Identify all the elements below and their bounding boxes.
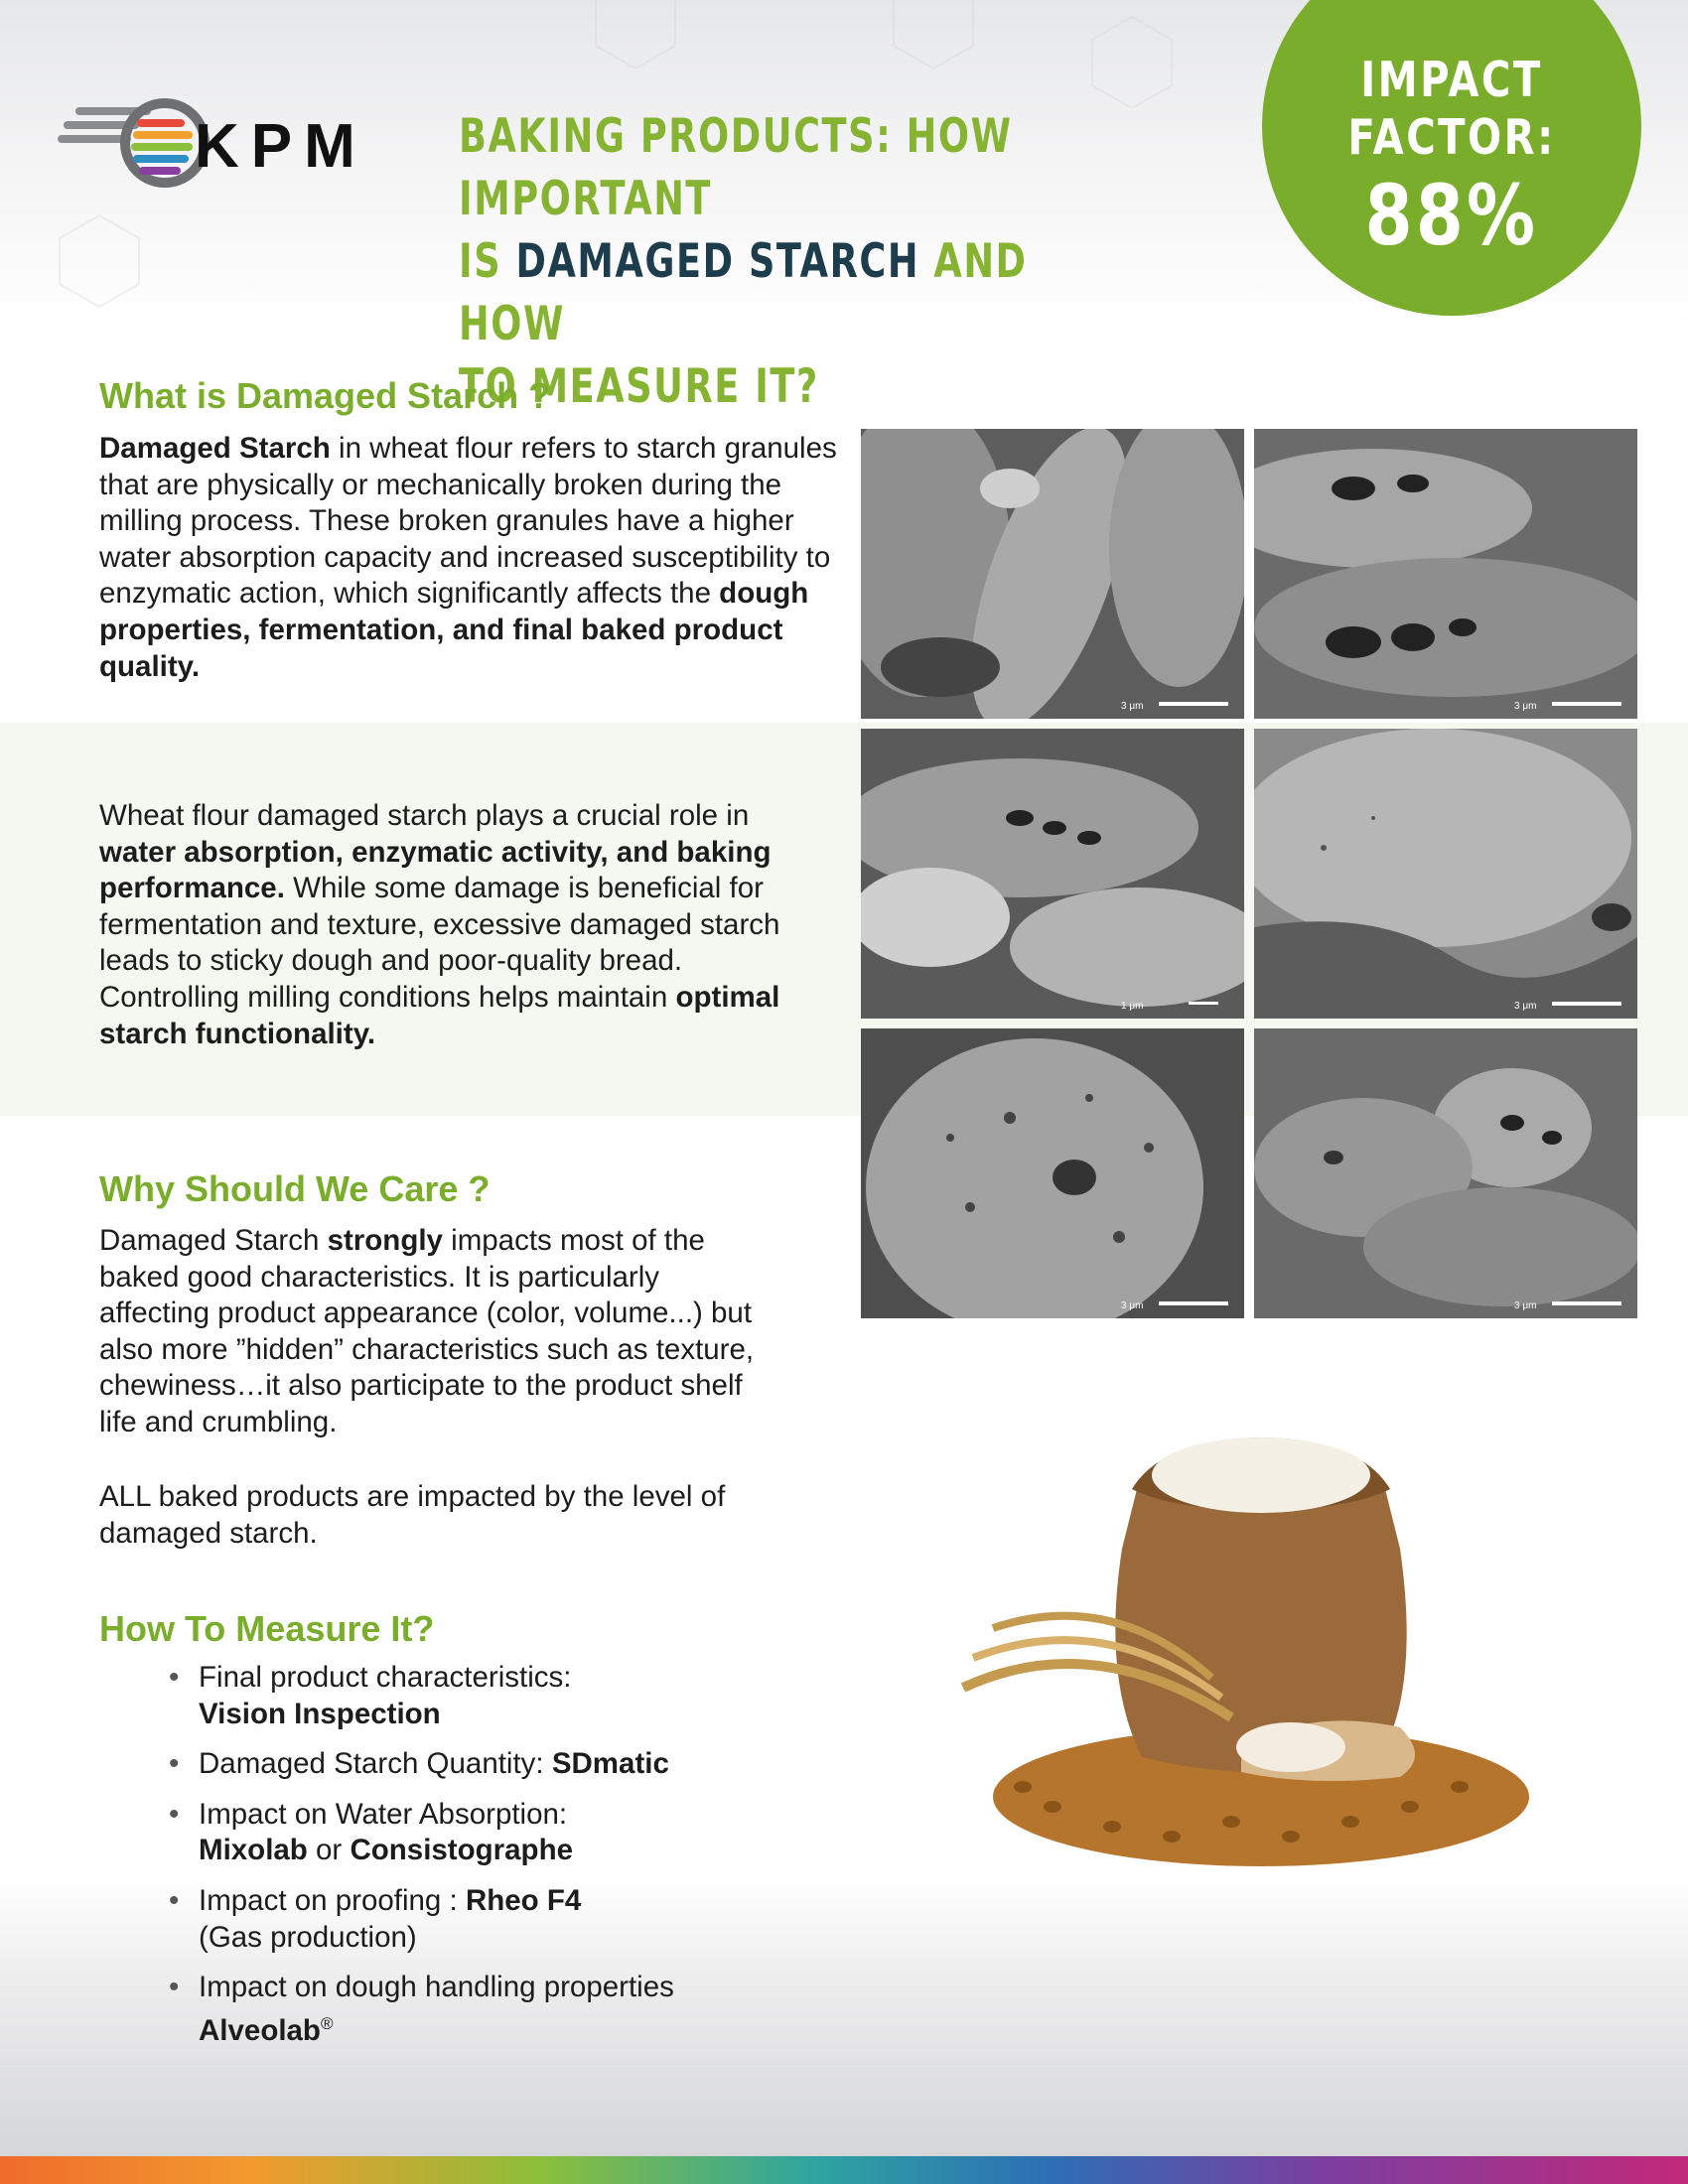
bold-text: optimal starch functionality. [99, 980, 780, 1050]
title-line-1: BAKING PRODUCTS: HOW IMPORTANT [459, 109, 1013, 226]
list-item [167, 1746, 802, 1783]
section-heading-what-is: What is Damaged Starch ? [99, 375, 551, 416]
measurement-list [167, 1660, 802, 2063]
list-item-text: Impact on dough handling properties [199, 1971, 674, 2004]
list-item-text: Impact on proofing : [199, 1883, 466, 1917]
bullet-icon: • [169, 1971, 180, 2004]
section-paragraph-impact [99, 1223, 755, 1441]
list-item [167, 1970, 802, 2049]
list-item-bold: Vision Inspection [199, 1697, 441, 1730]
list-item-text: Impact on Water Absorption: [199, 1797, 568, 1831]
bold-text: dough properties, fermentation, and final baked product quality. [99, 577, 809, 683]
bullet-icon: • [169, 1661, 180, 1694]
micrograph-image [1254, 429, 1637, 719]
list-item-bold: SDmatic [551, 1747, 669, 1781]
list-item-bold: Consistographe [350, 1834, 574, 1867]
flour-sack-image [933, 1430, 1529, 1896]
body-text: While some damage is beneficial for fermentation and texture, excessive damaged starch leads to sticky dough and poor-quality bread. Controlling milling conditions helps maintain [99, 872, 780, 1014]
list-item-text: Final product characteristics: [199, 1661, 572, 1694]
list-item-text: or [307, 1834, 351, 1867]
title-highlight: DAMAGED STARCH [515, 234, 920, 289]
section-paragraph-all-products: ALL baked products are impacted by the level of damaged starch. [99, 1480, 726, 1550]
list-item-text: Damaged Starch Quantity: [199, 1747, 552, 1781]
micrograph-image [1254, 1028, 1637, 1318]
list-item [167, 1660, 802, 1732]
scale-label: 3 μm [1514, 1300, 1537, 1311]
title-text: IS [459, 234, 516, 289]
page-title [459, 105, 1078, 418]
scale-label: 1 μm [1121, 1001, 1144, 1012]
bullet-icon: • [169, 1797, 180, 1831]
section-paragraph-role [99, 798, 794, 1052]
micrograph-image [861, 1028, 1244, 1318]
list-item [167, 1797, 802, 1869]
body-text: Wheat flour damaged starch plays a crucial role in [99, 799, 750, 832]
bullet-icon: • [169, 1747, 180, 1781]
body-text: impacts most of the baked good characteristics. It is particularly affecting product appearance (color, volume...) but also more ”hidden” characteristics such as texture, chewiness…it also participate to the product shelf life and crumbling. [99, 1224, 755, 1438]
impact-label: IMPACT FACTOR: [1347, 52, 1556, 166]
bold-text: Damaged Starch [99, 432, 331, 465]
registered-mark: ® [320, 2013, 334, 2033]
body-text: in wheat flour refers to starch granules that are physically or mechanically broken during the milling process. These broken granules have a higher water absorption capacity and increased susceptibility to enzymatic action, which significantly affects the [99, 432, 837, 611]
list-item-bold: Alveolab [199, 2013, 321, 2047]
body-text: Damaged Starch [99, 1224, 328, 1257]
footer-color-bar [0, 2156, 1688, 2184]
scale-label: 3 μm [1121, 701, 1144, 712]
bold-text: strongly [327, 1224, 443, 1257]
section-heading-why-care: Why Should We Care ? [99, 1168, 491, 1209]
impact-value: 88% [1364, 167, 1539, 264]
scale-label: 3 μm [1121, 1300, 1144, 1311]
list-item-bold: Rheo F4 [465, 1883, 582, 1917]
list-item-text: (Gas production) [199, 1920, 417, 1954]
scale-label: 3 μm [1514, 1001, 1537, 1012]
micrograph-image [861, 429, 1244, 719]
micrograph-image [1254, 729, 1637, 1019]
title-line-3: TO MEASURE IT? [459, 359, 819, 414]
list-item-bold: Mixolab [199, 1834, 308, 1867]
list-item [167, 1883, 802, 1956]
title-text: AND HOW [459, 234, 1028, 351]
bold-text: water absorption, enzymatic activity, and baking performance. [99, 835, 772, 905]
bullet-icon: • [169, 1883, 180, 1917]
logo-text: KPM [195, 112, 367, 181]
scale-label: 3 μm [1514, 701, 1537, 712]
section-paragraph-definition [99, 431, 854, 685]
section-heading-how-to-measure: How To Measure It? [99, 1608, 435, 1649]
title-line-2 [459, 230, 1078, 355]
micrograph-image [861, 729, 1244, 1019]
micrograph-grid [861, 429, 1641, 1322]
